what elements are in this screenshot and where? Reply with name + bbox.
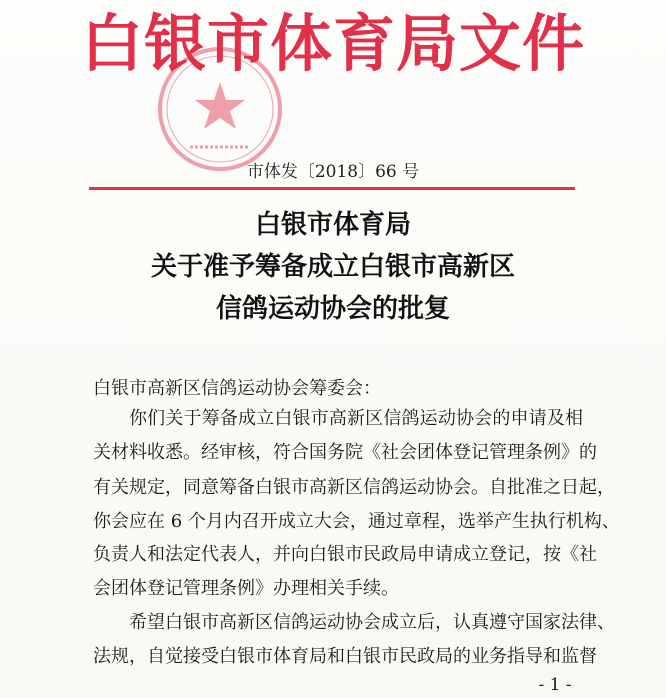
- red-divider-line: [89, 187, 575, 190]
- body-line: 你会应在 6 个月内召开成立大会，通过章程，选举产生执行机构、: [93, 511, 620, 532]
- document-title-line-3: 信鸽运动协会的批复: [215, 294, 450, 324]
- body-line: 会团体登记管理条例》办理相关手续。: [93, 578, 399, 599]
- document-masthead: 白银市体育局文件: [80, 7, 585, 80]
- document-title-line-1: 白银市体育局: [254, 210, 411, 240]
- body-line: 法规，自觉接受白银市体育局和白银市民政局的业务指导和监督: [93, 646, 597, 667]
- document-number: 市体发〔2018〕66 号: [246, 162, 420, 182]
- body-line: 负责人和法定代表人，并向白银市民政局申请成立登记，按《社: [93, 544, 597, 565]
- page-number: - 1 -: [538, 675, 572, 695]
- document-title-line-2: 关于准予筹备成立白银市高新区: [150, 252, 515, 282]
- body-line: 你们关于筹备成立白银市高新区信鸽运动协会的申请及相: [129, 408, 583, 429]
- salutation: 白银市高新区信鸽运动协会筹委会：: [93, 378, 381, 399]
- body-line: 有关规定，同意筹备白银市高新区信鸽运动协会。自批准之日起，: [93, 477, 615, 498]
- body-line: 关材料收悉。经审核，符合国务院《社会团体登记管理条例》的: [93, 442, 597, 463]
- body-line: 希望白银市高新区信鸽运动协会成立后，认真遵守国家法律、: [129, 612, 615, 633]
